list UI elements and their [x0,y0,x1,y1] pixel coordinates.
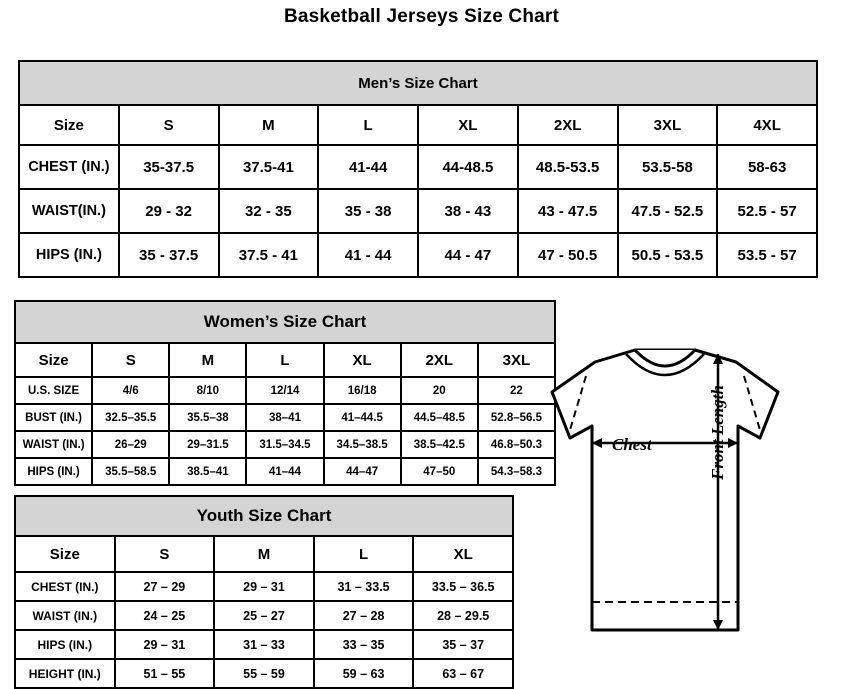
col-header-4xl: 4XL [717,105,817,145]
cell-waist-s: 24 – 25 [115,601,215,630]
table-row [15,458,555,485]
row-header-us-size: U.S. SIZE [15,377,92,404]
table-row [15,377,555,404]
row-header-waist: WAIST(IN.) [19,189,119,233]
cell-ussize-3xl: 22 [478,377,555,404]
mens-size-chart-container [18,60,818,278]
cell-hips-l: 41 - 44 [318,233,418,277]
cell-hips-3xl: 50.5 - 53.5 [618,233,718,277]
row-header-chest: CHEST (IN.) [15,572,115,601]
cell-waist-2xl: 38.5–42.5 [401,431,478,458]
table-caption-row [15,496,513,536]
col-header-l: L [314,536,414,572]
cell-hips-s: 35 - 37.5 [119,233,219,277]
cell-hips-4xl: 53.5 - 57 [717,233,817,277]
col-header-s: S [119,105,219,145]
cell-waist-2xl: 43 - 47.5 [518,189,618,233]
table-caption-row [15,301,555,343]
table-row [15,572,513,601]
col-header-3xl: 3XL [618,105,718,145]
cell-chest-4xl: 58-63 [717,145,817,189]
cell-height-m: 55 – 59 [214,659,314,688]
cell-waist-xl: 28 – 29.5 [413,601,513,630]
cell-waist-s: 26–29 [92,431,169,458]
table-row [19,145,817,189]
table-caption-row [19,61,817,105]
col-header-2xl: 2XL [401,343,478,377]
cell-hips-l: 33 – 35 [314,630,414,659]
row-header-bust: BUST (IN.) [15,404,92,431]
table-row [15,404,555,431]
cell-hips-m: 31 – 33 [214,630,314,659]
cell-chest-xl: 44-48.5 [418,145,518,189]
jersey-outline-icon [540,330,840,670]
cell-chest-l: 31 – 33.5 [314,572,414,601]
row-header-waist: WAIST (IN.) [15,601,115,630]
row-header-height: HEIGHT (IN.) [15,659,115,688]
table-header-row [19,105,817,145]
cell-chest-3xl: 53.5-58 [618,145,718,189]
cell-ussize-s: 4/6 [92,377,169,404]
cell-ussize-m: 8/10 [169,377,246,404]
mens-size-chart-table [18,60,818,278]
cell-ussize-2xl: 20 [401,377,478,404]
table-row [19,233,817,277]
cell-chest-xl: 33.5 – 36.5 [413,572,513,601]
row-header-hips: HIPS (IN.) [15,458,92,485]
col-header-l: L [246,343,323,377]
col-header-size: Size [19,105,119,145]
cell-chest-l: 41-44 [318,145,418,189]
table-header-row [15,343,555,377]
table-row [19,189,817,233]
chest-measure-label: Chest [612,435,652,454]
table-row [15,431,555,458]
cell-chest-m: 29 – 31 [214,572,314,601]
cell-chest-s: 27 – 29 [115,572,215,601]
cell-waist-l: 27 – 28 [314,601,414,630]
col-header-m: M [219,105,319,145]
shirt-body-path [552,350,778,630]
cell-waist-4xl: 52.5 - 57 [717,189,817,233]
row-header-hips: HIPS (IN.) [15,630,115,659]
col-header-xl: XL [413,536,513,572]
cell-hips-l: 41–44 [246,458,323,485]
col-header-s: S [115,536,215,572]
page-title: Basketball Jerseys Size Chart [283,6,560,27]
front-length-measure-label: Front Length [708,385,727,480]
youth-chart-caption: Youth Size Chart [15,496,513,536]
cell-waist-3xl: 46.8–50.3 [478,431,555,458]
cell-hips-xl: 44–47 [324,458,401,485]
cell-hips-3xl: 54.3–58.3 [478,458,555,485]
cell-chest-s: 35-37.5 [119,145,219,189]
cell-waist-xl: 38 - 43 [418,189,518,233]
cell-waist-xl: 34.5–38.5 [324,431,401,458]
cell-hips-xl: 35 – 37 [413,630,513,659]
col-header-m: M [169,343,246,377]
jersey-measurement-diagram [540,330,840,670]
youth-size-chart-table [14,495,514,689]
col-header-l: L [318,105,418,145]
table-row [15,630,513,659]
table-row [15,601,513,630]
cell-hips-xl: 44 - 47 [418,233,518,277]
row-header-waist: WAIST (IN.) [15,431,92,458]
cell-hips-s: 35.5–58.5 [92,458,169,485]
table-header-row [15,536,513,572]
col-header-size: Size [15,536,115,572]
cell-hips-s: 29 – 31 [115,630,215,659]
cell-bust-xl: 41–44.5 [324,404,401,431]
cell-bust-2xl: 44.5–48.5 [401,404,478,431]
womens-chart-caption: Women’s Size Chart [15,301,555,343]
cell-ussize-xl: 16/18 [324,377,401,404]
womens-size-chart-container [14,300,556,486]
cell-height-s: 51 – 55 [115,659,215,688]
col-header-xl: XL [418,105,518,145]
cell-bust-s: 32.5–35.5 [92,404,169,431]
youth-size-chart-container [14,495,514,689]
cell-waist-m: 25 – 27 [214,601,314,630]
cell-bust-m: 35.5–38 [169,404,246,431]
cell-waist-m: 32 - 35 [219,189,319,233]
cell-waist-l: 35 - 38 [318,189,418,233]
cell-chest-m: 37.5-41 [219,145,319,189]
cell-waist-l: 31.5–34.5 [246,431,323,458]
cell-chest-2xl: 48.5-53.5 [518,145,618,189]
cell-bust-3xl: 52.8–56.5 [478,404,555,431]
col-header-3xl: 3XL [478,343,555,377]
col-header-size: Size [15,343,92,377]
col-header-m: M [214,536,314,572]
cell-hips-m: 37.5 - 41 [219,233,319,277]
cell-waist-m: 29–31.5 [169,431,246,458]
womens-size-chart-table [14,300,556,486]
cell-height-l: 59 – 63 [314,659,414,688]
cell-hips-2xl: 47–50 [401,458,478,485]
row-header-chest: CHEST (IN.) [19,145,119,189]
cell-waist-s: 29 - 32 [119,189,219,233]
cell-ussize-l: 12/14 [246,377,323,404]
cell-waist-3xl: 47.5 - 52.5 [618,189,718,233]
mens-chart-caption: Men’s Size Chart [19,61,817,105]
cell-height-xl: 63 – 67 [413,659,513,688]
table-row [15,659,513,688]
col-header-xl: XL [324,343,401,377]
cell-hips-m: 38.5–41 [169,458,246,485]
cell-hips-2xl: 47 - 50.5 [518,233,618,277]
row-header-hips: HIPS (IN.) [19,233,119,277]
cell-bust-l: 38–41 [246,404,323,431]
col-header-s: S [92,343,169,377]
col-header-2xl: 2XL [518,105,618,145]
